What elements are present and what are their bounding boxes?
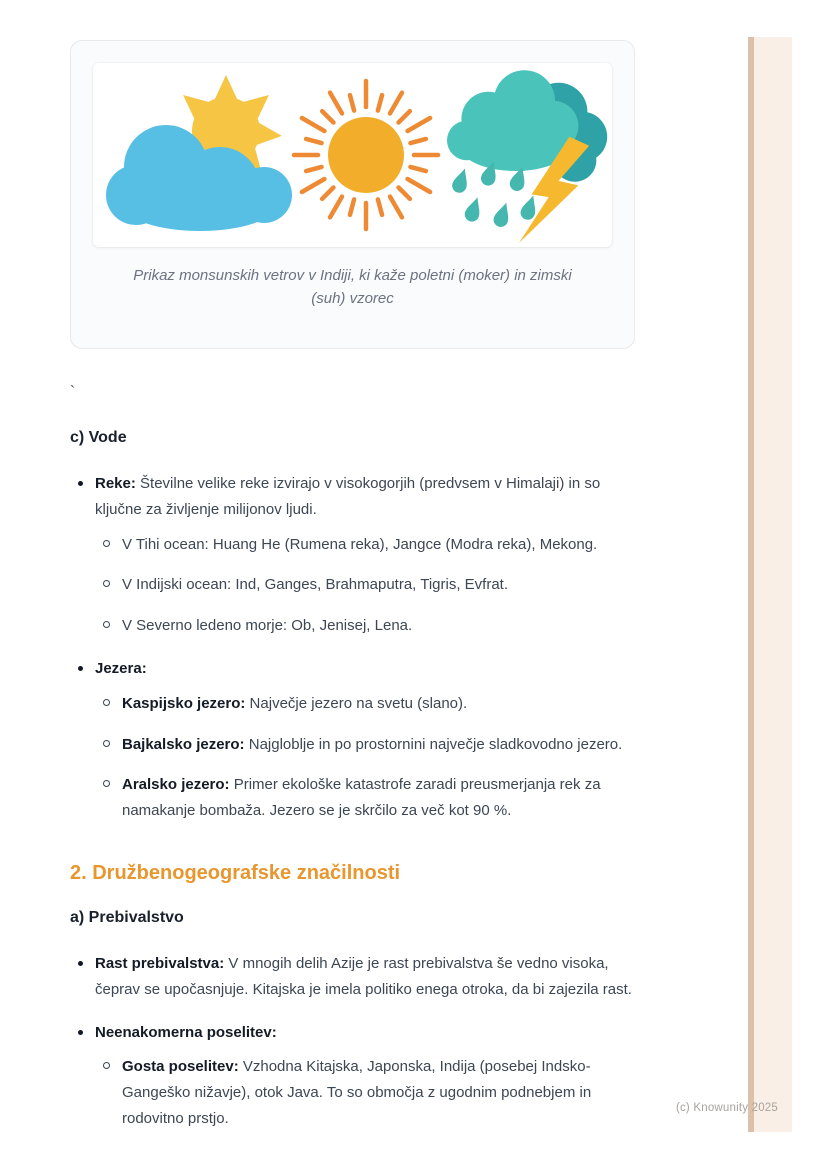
bullet-lead: Aralsko jezero:: [122, 776, 230, 794]
list-item-rast: [70, 951, 635, 1003]
list-item: [95, 772, 635, 824]
bullet-text: Največje jezero na svetu (slano).: [245, 694, 468, 712]
bullet-lead: Jezera:: [95, 659, 147, 677]
document-content: [70, 40, 635, 1149]
heading-section-2: 2. Družbenogeografske značilnosti: [70, 861, 401, 884]
heading-vode: c) Vode: [70, 429, 127, 446]
bullet-text: V Indijski ocean: Ind, Ganges, Brahmaputra, Tigris, Evfrat.: [122, 576, 509, 594]
storm-rain-lightning-icon: [447, 70, 607, 243]
bullet-lead: Gosta poselitev:: [122, 1058, 239, 1076]
bullet-text: V Severno ledeno morje: Ob, Jenisej, Lena.: [122, 617, 413, 635]
stray-backtick: `: [70, 383, 75, 400]
list-item: [95, 532, 635, 558]
figure-card: [70, 40, 635, 349]
sun-icon: [294, 81, 438, 229]
bullet-text: Najgloblje in po prostornini največje sladkovodno jezero.: [244, 735, 623, 753]
figure-caption: Prikaz monsunskih vetrov v Indiji, ki kaže poletni (moker) in zimski (suh) vzorec: [133, 267, 572, 307]
bullet-text: Vzhodna Kitajska, Japonska, Indija (posebej Indsko-Gangeško nižavje), otok Java. To so območja z ugodnim podnebjem in rodovitno prstjo.: [122, 1058, 592, 1127]
bullet-lead: Rast prebivalstva:: [95, 954, 225, 972]
bullet-lead: Bajkalsko jezero:: [122, 735, 245, 753]
list-item: [95, 732, 635, 758]
vode-list: [70, 471, 635, 824]
poselitev-sublist: [95, 1054, 635, 1131]
bullet-text: Številne velike reke izvirajo v visokogorjih (predvsem v Himalaji) in so ključne za življenje milijonov ljudi.: [95, 475, 601, 518]
sun-disc: [328, 117, 404, 193]
reke-sublist: [95, 532, 635, 639]
list-item-reke: [70, 471, 635, 639]
bullet-text: V mnogih delih Azije je rast prebivalstva še vedno visoka, čeprav se upočasnjuje. Kitajska je imela politiko enega otroka, da bi zajezila rast.: [95, 954, 632, 998]
list-item-poselitev: [70, 1020, 635, 1132]
partly-cloudy-icon: [106, 75, 292, 231]
bullet-lead: Neenakomerna poselitev:: [95, 1023, 277, 1041]
bullet-lead: Reke:: [95, 475, 136, 492]
bullet-text: V Tihi ocean: Huang He (Rumena reka), Jangce (Modra reka), Mekong.: [122, 535, 598, 553]
list-item: [95, 1054, 635, 1131]
list-item: [95, 572, 635, 598]
weather-illustration-svg: [93, 63, 612, 247]
weather-illustration: [93, 63, 612, 247]
copyright-footer: (c) Knowunity 2025: [675, 1102, 778, 1114]
list-item: [95, 613, 635, 639]
bullet-text: Primer ekološke katastrofe zaradi preusmerjanja rek za namakanje bombaža. Jezero se je skrčilo za več kot 90 %.: [122, 776, 601, 820]
prebivalstvo-list: [70, 951, 635, 1132]
page-edge-strip: [748, 37, 792, 1132]
list-item-jezera: [70, 656, 635, 824]
list-item: [95, 691, 635, 717]
jezera-sublist: [95, 691, 635, 824]
bullet-lead: Kaspijsko jezero:: [122, 694, 246, 712]
heading-prebivalstvo: a) Prebivalstvo: [70, 908, 184, 926]
